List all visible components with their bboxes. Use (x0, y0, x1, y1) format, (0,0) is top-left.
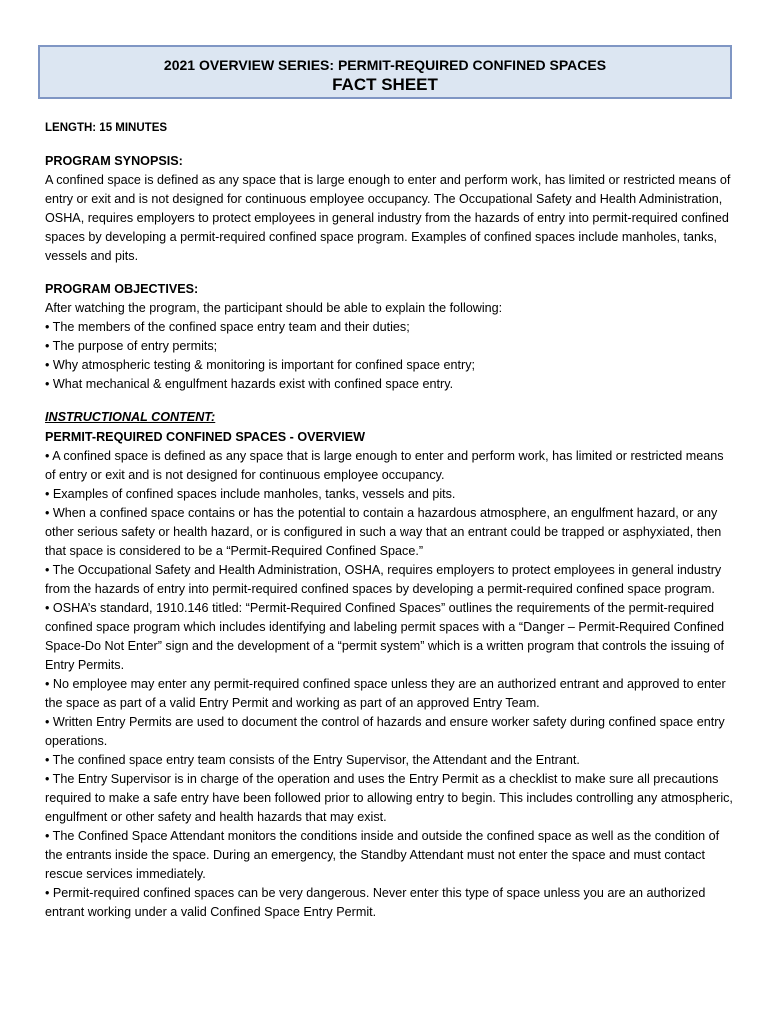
synopsis-heading: PROGRAM SYNOPSIS: (45, 154, 183, 168)
content-bullet: • No employee may enter any permit-required confined space unless they are an authorized entrant and approved to enter the space as part of a valid Entry Permit and working as part of an approved Entry Team. (45, 677, 726, 710)
objectives-intro: After watching the program, the participant should be able to explain the following: (45, 301, 503, 315)
instructional-heading: INSTRUCTIONAL CONTENT: (45, 410, 216, 424)
content-bullet: • The Occupational Safety and Health Administration, OSHA, requires employers to protect employees in general industry from the hazards of entry into permit-required confined spaces by developing a permit-required confined space program. (45, 563, 722, 596)
objective-item: • What mechanical & engulfment hazards exist with confined space entry. (45, 377, 454, 391)
synopsis-text: A confined space is defined as any space that is large enough to enter and perform work, has limited or restricted means of entry or exit and is not designed for continuous employee occupancy. The Occupational Safety and Health Administration, OSHA, requires employers to protect employees in general industry from the hazards of entry into permit-required confined spaces by developing a permit-required confined space program. Examples of confined spaces include manholes, tanks, vessels and pits. (45, 173, 731, 263)
content-bullet: • Permit-required confined spaces can be very dangerous. Never enter this type of space unless you are an authorized entrant working under a valid Confined Space Entry Permit. (45, 886, 706, 919)
section-title: PERMIT-REQUIRED CONFINED SPACES - OVERVIEW (45, 430, 366, 444)
content-bullet: • A confined space is defined as any space that is large enough to enter and perform work, has limited or restricted means of entry or exit and is not designed for continuous employee occupancy. (45, 449, 724, 482)
content-bullet: • Written Entry Permits are used to document the control of hazards and ensure worker safety during confined space entry operations. (45, 715, 725, 748)
objectives-heading: PROGRAM OBJECTIVES: (45, 282, 199, 296)
length-line: LENGTH: 15 MINUTES (45, 122, 168, 134)
document-subtitle: FACT SHEET (332, 75, 438, 94)
header-box (38, 45, 732, 99)
content-bullet: • The Entry Supervisor is in charge of the operation and uses the Entry Permit as a checklist to make sure all precautions required to make a safe entry have been followed prior to allowing entry to begin. This includes controlling any atmospheric, engulfment or other safety and health hazards that may exist. (45, 772, 733, 824)
content-bullet: • The confined space entry team consists of the Entry Supervisor, the Attendant and the Entrant. (45, 753, 580, 767)
objective-item: • The purpose of entry permits; (45, 339, 218, 353)
content-bullet: • Examples of confined spaces include manholes, tanks, vessels and pits. (45, 487, 456, 501)
content-bullet: • OSHA’s standard, 1910.146 titled: “Permit-Required Confined Spaces” outlines the requirements of the permit-required confined space program which includes identifying and labeling permit spaces with a “Danger – Permit-Required Confined Space-Do Not Enter” sign and the development of a “permit system” which is a written program that controls the issuing of Entry Permits. (45, 601, 725, 672)
document-title: 2021 OVERVIEW SERIES: PERMIT-REQUIRED CONFINED SPACES (163, 57, 607, 73)
content-bullet: • When a confined space contains or has the potential to contain a hazardous atmosphere, an engulfment hazard, or any other serious safety or health hazard, or is configured in such a way that an entrant could be trapped or asphyxiated, then that space is considered to be a “Permit-Required Confined Space.” (45, 506, 722, 558)
objective-item: • Why atmospheric testing & monitoring is important for confined space entry; (45, 358, 475, 372)
document-body (45, 119, 735, 922)
objective-item: • The members of the confined space entry team and their duties; (45, 320, 410, 334)
content-bullet: • The Confined Space Attendant monitors the conditions inside and outside the confined space as well as the condition of the entrants inside the space. During an emergency, the Standby Attendant must not enter the space and must contact rescue services immediately. (45, 829, 720, 881)
